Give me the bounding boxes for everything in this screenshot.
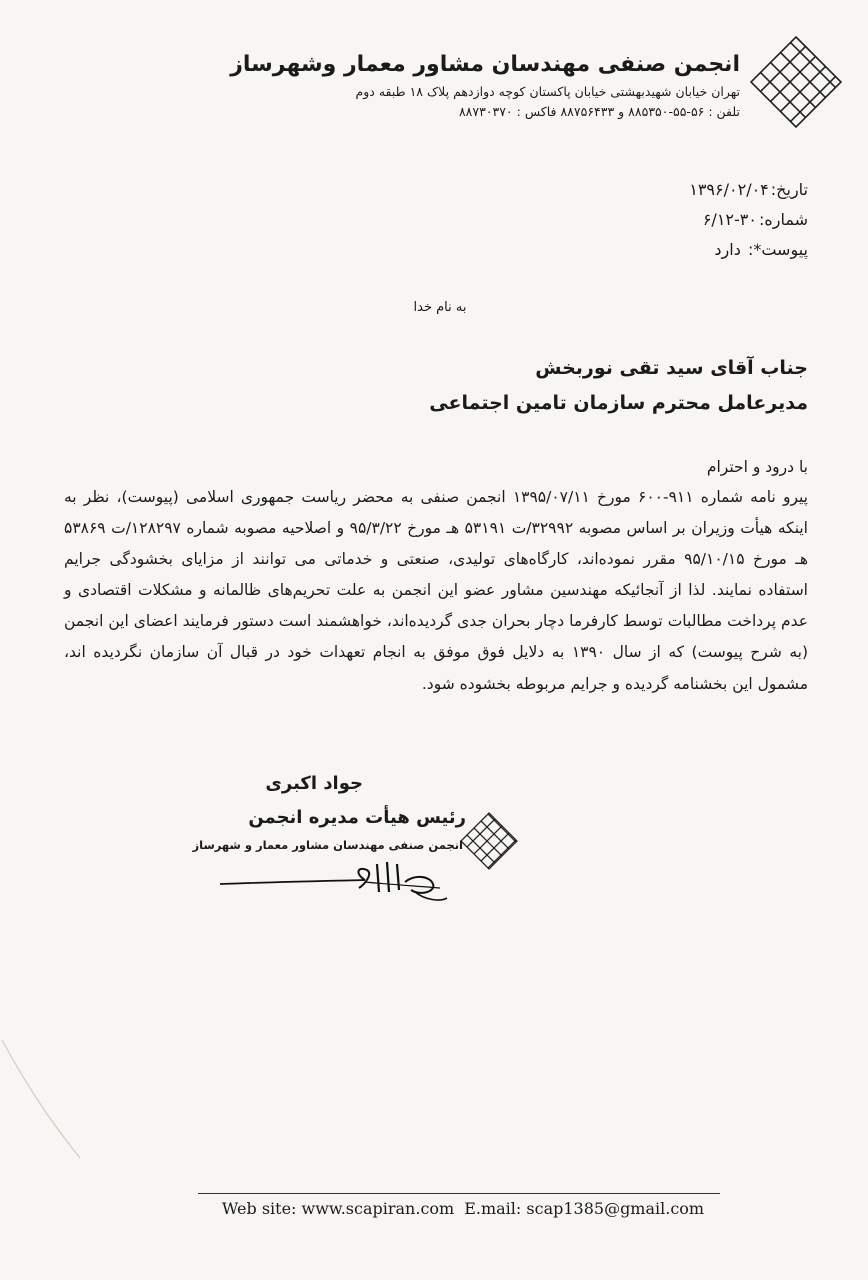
org-phone: تلفن : ۵۶-۵۵-۸۸۵۳۵۰ و ۸۸۷۵۶۴۳۳ فاکس : ۸۸۷۳۰۳۷۰ (458, 104, 740, 119)
letter-body: پیرو نامه شماره ۹۱۱-۶۰۰ مورخ ۱۳۹۵/۰۷/۱۱ انجمن صنفی به محضر ریاست جمهوری اسلامی (پیوست)، نظر به اینکه هیأت وزیران بر اساس مصوبه ۳۲۹۹۲/ت ۵۳۱۹۱ هـ مورخ ۹۵/۳/۲۲ و اصلاحیه مصوبه شماره ۱۲۸۲۹۷/ت ۵۳۸۶۹ هـ مورخ ۹۵/۱۰/۱۵ مقرر نموده‌اند، کارگاه‌های تولیدی، صنعتی و خدماتی می توانند از مزایای بخشودگی جرایم استفاده نمایند. لذا از آنجائیکه مهندسین مشاور عضو این انجمن به علت تحریم‌های ظالمانه و مشکلات اقتصادی و عدم پرداخت مطالبات توسط کارفرما دچار بحران جدی گردیده‌اند، خواهشمند است دستور فرمایند اعضای این انجمن (به شرح پیوست) که از سال ۱۳۹۰ به دلایل فوق موفق به انجام تعهدات خود در قبال آن سازمان نگردیده اند، مشمول این بخشنامه گردیده و جرایم مربوطه بخشوده شود. (64, 488, 808, 693)
number-value: ۳۰-۶/۱۲ (702, 210, 757, 229)
signatory-name: جواد اکبری (265, 773, 363, 794)
footer-divider (198, 1193, 720, 1194)
org-address: تهران خیابان شهیدبهشتی خیابان پاکستان کوچه دوازدهم پلاک ۱۸ طبقه دوم (355, 84, 740, 99)
greeting: با درود و احترام (706, 458, 808, 476)
scan-fold-decoration (0, 1040, 200, 1160)
date-label: تاریخ: (770, 180, 808, 199)
number-label: شماره: (758, 210, 808, 229)
number-row (703, 210, 808, 229)
attachment-row (714, 240, 808, 259)
handwritten-signature-icon (215, 852, 455, 912)
date-value: ۱۳۹۶/۰۲/۰۴ (689, 180, 769, 199)
recipient-title: مدیرعامل محترم سازمان تامین اجتماعی (429, 392, 808, 414)
bismillah: به نام خدا (413, 300, 467, 315)
attachment-value: دارد (714, 240, 741, 259)
stamp-org-text: انجمن صنفی مهندسان مشاور معمار و شهرساز (192, 838, 463, 852)
footer-contact (0, 1199, 868, 1218)
diamond-grid-stamp-icon (460, 812, 518, 870)
diamond-grid-logo-icon (750, 36, 842, 128)
footer-website: Web site: www.scapiran.com (221, 1199, 455, 1218)
footer-email: E.mail: scap1385@gmail.com (464, 1199, 705, 1218)
date-row (689, 180, 808, 199)
org-name: انجمن صنفی مهندسان مشاور معمار وشهرساز (230, 52, 740, 77)
signatory-title: رئیس هیأت مدیره انجمن (248, 807, 466, 828)
recipient-name: جناب آقای سید تقی نوربخش (535, 357, 808, 379)
attachment-label: پیوست*: (747, 240, 808, 259)
